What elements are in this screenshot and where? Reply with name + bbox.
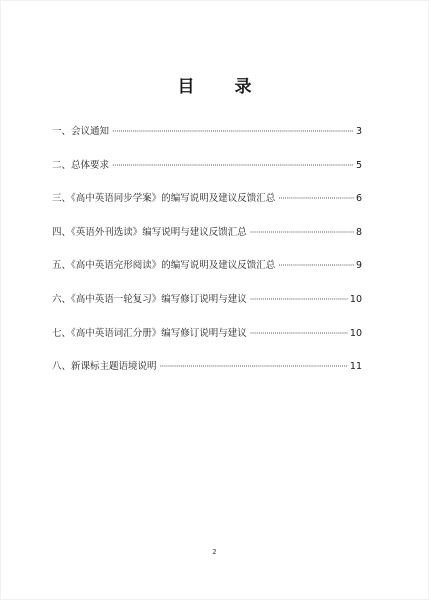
toc-entry-label: 二、总体要求 xyxy=(52,159,110,171)
toc-entry-label: 一、会议通知 xyxy=(52,126,110,137)
table-of-contents xyxy=(52,125,362,394)
toc-leader-dots xyxy=(250,327,348,340)
toc-leader-dots xyxy=(112,125,354,138)
toc-entry-page: 9 xyxy=(355,260,362,272)
toc-entry-page: 3 xyxy=(355,126,362,137)
toc-entry-label: 三、《高中英语同步学案》的编写说明及建议反馈汇总 xyxy=(52,193,276,205)
toc-entry-label: 四、《英语外刊选读》编写说明与建议反馈汇总 xyxy=(52,226,247,238)
toc-entry-page: 8 xyxy=(355,226,362,238)
toc-entry-page: 10 xyxy=(349,293,362,305)
toc-entry-page: 10 xyxy=(349,327,362,339)
toc-entry-8 xyxy=(52,360,362,394)
toc-leader-dots xyxy=(250,226,354,239)
toc-entry-page: 6 xyxy=(355,193,362,205)
toc-leader-dots xyxy=(250,293,348,306)
toc-entry-page: 11 xyxy=(349,361,362,373)
toc-entry-7 xyxy=(52,327,362,361)
title-char-1: 目 xyxy=(177,77,195,97)
toc-entry-label: 六、《高中英语一轮复习》编写修订说明与建议 xyxy=(52,293,247,305)
toc-entry-label: 五、《高中英语完形阅读》的编写说明及建议反馈汇总 xyxy=(52,260,276,272)
page-number: 2 xyxy=(212,548,217,556)
toc-entry-page: 5 xyxy=(355,159,362,171)
toc-leader-dots xyxy=(112,159,354,172)
toc-entry-1 xyxy=(52,125,362,159)
toc-entry-3 xyxy=(52,192,362,226)
toc-leader-dots xyxy=(160,360,348,373)
toc-entry-2 xyxy=(52,159,362,193)
page-title xyxy=(0,72,429,97)
toc-entry-6 xyxy=(52,293,362,327)
toc-leader-dots xyxy=(278,192,354,205)
toc-entry-5 xyxy=(52,259,362,293)
toc-entry-4 xyxy=(52,226,362,260)
toc-leader-dots xyxy=(278,259,354,272)
toc-entry-label: 七、《高中英语词汇分册》编写修订说明与建议 xyxy=(52,327,247,339)
toc-entry-label: 八、新课标主题语境说明 xyxy=(52,361,157,373)
title-char-2: 录 xyxy=(234,77,252,97)
